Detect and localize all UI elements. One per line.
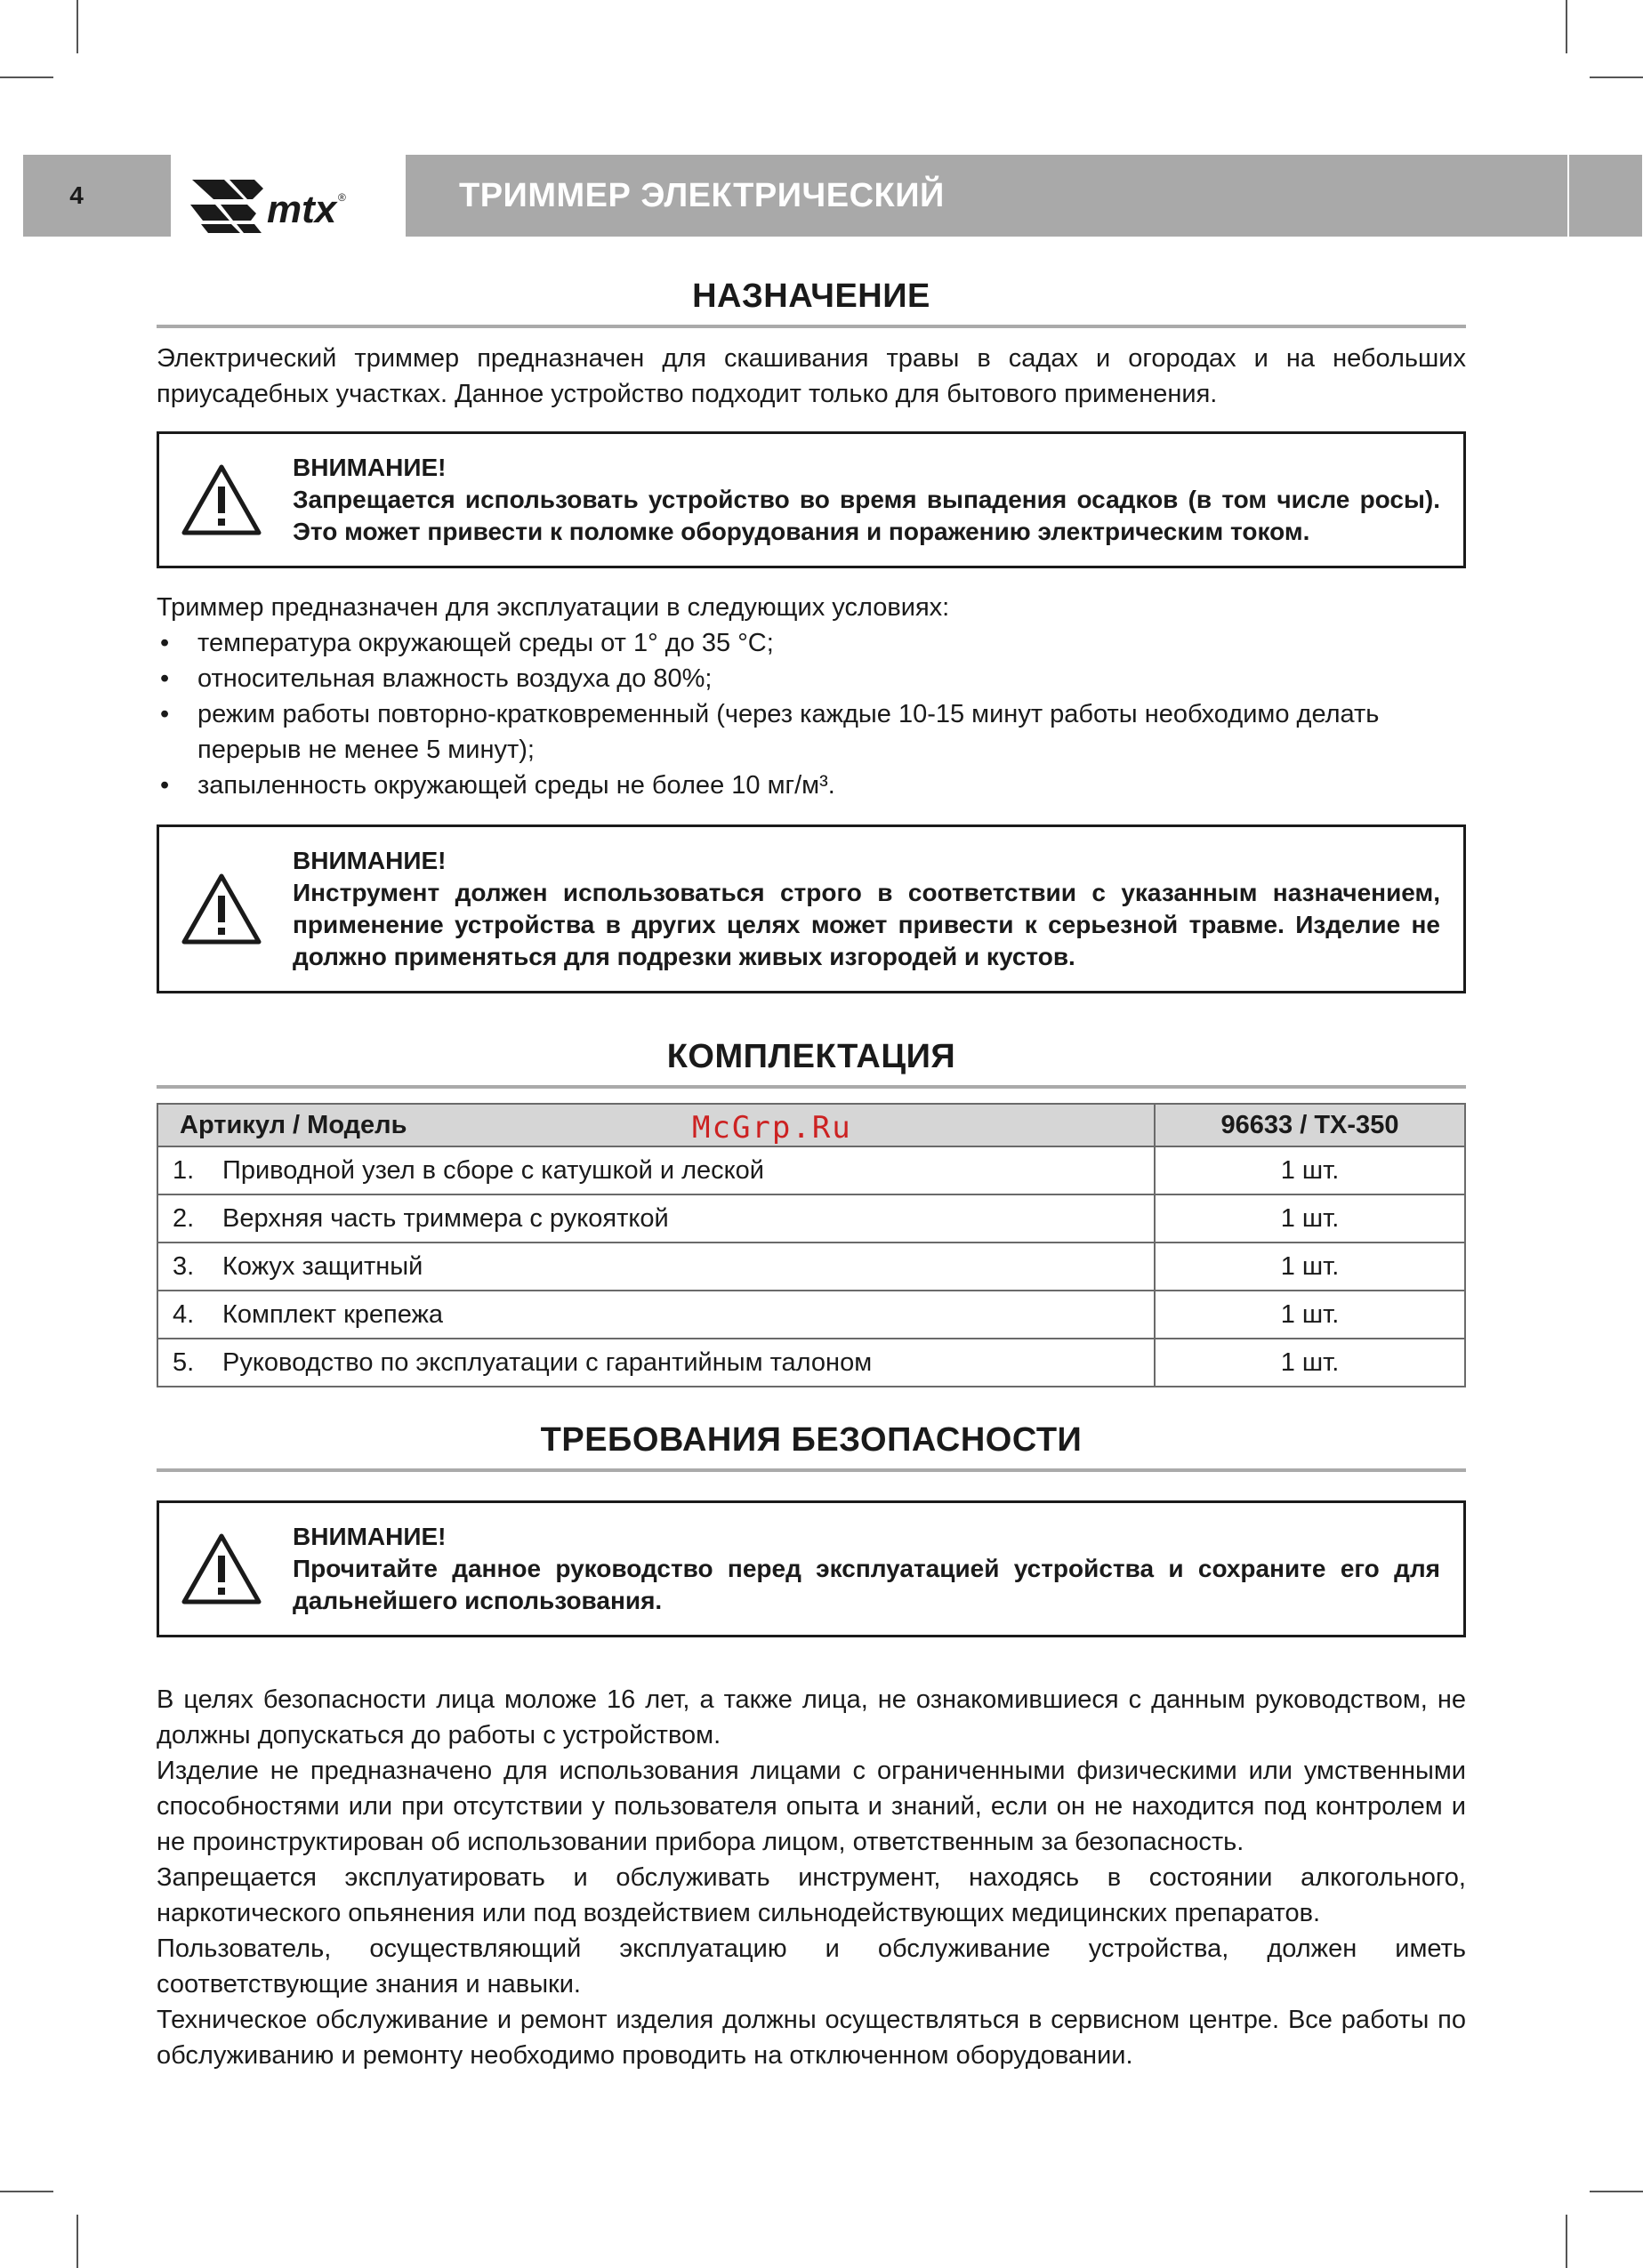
safety-paragraph: Изделие не предназначено для использования лицами с ограниченными физическими или умственными способностями или при отсутствии у пользователя опыта и знаний, если он не находится под контролем и не проинструктирован об использовании прибора лицом, ответственным за безопасность. bbox=[157, 1757, 1466, 1856]
section-heading-safety: ТРЕБОВАНИЯ БЕЗОПАСНОСТИ bbox=[157, 1421, 1466, 1472]
safety-paragraph: Пользователь, осуществляющий эксплуатацию и обслуживание устройства, должен иметь соответствующие знания и навыки. bbox=[157, 1934, 1466, 1999]
crop-mark bbox=[77, 0, 78, 53]
section-heading-purpose: НАЗНАЧЕНИЕ bbox=[157, 277, 1466, 328]
conditions-list bbox=[157, 625, 1466, 803]
conditions-intro: Триммер предназначен для эксплуатации в следующих условиях: bbox=[157, 593, 950, 622]
table-row bbox=[157, 1194, 1465, 1243]
safety-paragraph: Запрещается эксплуатировать и обслуживать инструмент, находясь в состоянии алкогольного, наркотического опьянения или под воздействием сильнодействующих медицинских препаратов. bbox=[157, 1863, 1466, 1927]
warning-text: Инструмент должен использоваться строго в соответствии с указанным назначением, применение устройства в других целях может привести к серьезной травме. Изделие не должно применяться для подрезки живых изгородей и кустов. bbox=[293, 879, 1440, 970]
list-item: • температура окружающей среды от 1° до 35 °С; bbox=[157, 625, 1466, 661]
safety-paragraph: В целях безопасности лица моложе 16 лет, а также лица, не ознакомившиеся с данным руководством, не должны допускаться до работы с устройством. bbox=[157, 1685, 1466, 1749]
warning-box bbox=[157, 824, 1466, 993]
column-header-model: 96633 / TX-350 bbox=[1155, 1104, 1465, 1146]
crop-mark bbox=[1590, 2191, 1643, 2192]
watermark: McGrp.Ru bbox=[692, 1110, 852, 1146]
crop-mark bbox=[1566, 0, 1567, 53]
warning-title: ВНИМАНИЕ! bbox=[293, 847, 447, 874]
purpose-intro: Электрический триммер предназначен для скашивания травы в садах и огородах и на небольших приусадебных участках. Данное устройство подходит только для бытового применения. bbox=[157, 344, 1466, 408]
warning-text: Прочитайте данное руководство перед эксплуатацией устройства и сохраните его для дальнейшего использования. bbox=[293, 1555, 1440, 1614]
crop-mark bbox=[77, 2215, 78, 2268]
table-row bbox=[157, 1146, 1465, 1194]
table-header-row bbox=[157, 1104, 1465, 1146]
row-item-name: Комплект крепежа bbox=[222, 1299, 444, 1329]
crop-mark bbox=[1590, 76, 1643, 78]
row-number: 1. bbox=[173, 1155, 195, 1185]
table-row bbox=[157, 1243, 1465, 1291]
row-quantity: 1 шт. bbox=[1155, 1339, 1465, 1387]
row-quantity: 1 шт. bbox=[1155, 1243, 1465, 1291]
warning-triangle-icon bbox=[181, 873, 262, 945]
mtx-logo bbox=[189, 169, 393, 240]
crop-mark bbox=[0, 76, 53, 78]
row-quantity: 1 шт. bbox=[1155, 1194, 1465, 1243]
list-item: • относительная влажность воздуха до 80%; bbox=[157, 661, 1466, 696]
table-row bbox=[157, 1291, 1465, 1339]
crop-mark bbox=[0, 2191, 53, 2192]
safety-paragraphs bbox=[157, 1682, 1466, 2073]
row-item-name: Приводной узел в сборе с катушкой и леской bbox=[222, 1155, 764, 1185]
warning-box bbox=[157, 431, 1466, 568]
svg-text:®: ® bbox=[338, 191, 346, 204]
table-row bbox=[157, 1339, 1465, 1387]
kit-table bbox=[157, 1103, 1466, 1387]
safety-paragraph: Техническое обслуживание и ремонт изделия должны осуществляться в сервисном центре. Все работы по обслуживанию и ремонту необходимо проводить на отключенном оборудовании. bbox=[157, 2006, 1466, 2070]
column-header-label: Артикул / Модель bbox=[180, 1110, 407, 1139]
warning-triangle-icon bbox=[181, 463, 262, 536]
row-number: 2. bbox=[173, 1203, 195, 1233]
row-quantity: 1 шт. bbox=[1155, 1146, 1465, 1194]
row-item-name: Кожух защитный bbox=[222, 1251, 423, 1281]
row-item-name: Верхняя часть триммера с рукояткой bbox=[222, 1203, 669, 1233]
row-quantity: 1 шт. bbox=[1155, 1291, 1465, 1339]
list-item: • режим работы повторно-кратковременный (через каждые 10-15 минут работы необходимо делать перерыв не менее 5 минут); bbox=[157, 696, 1466, 768]
warning-text: Запрещается использовать устройство во время выпадения осадков (в том числе росы). Это может привести к поломке оборудования и поражению электрическим током. bbox=[293, 486, 1440, 545]
warning-triangle-icon bbox=[181, 1532, 262, 1605]
warning-title: ВНИМАНИЕ! bbox=[293, 454, 447, 481]
document-title: ТРИММЕР ЭЛЕКТРИЧЕСКИЙ bbox=[459, 176, 945, 214]
row-number: 3. bbox=[173, 1251, 195, 1281]
row-item-name: Руководство по эксплуатации с гарантийным талоном bbox=[222, 1347, 873, 1377]
crop-mark bbox=[1566, 2215, 1567, 2268]
header-divider bbox=[1567, 155, 1569, 237]
list-item: • запыленность окружающей среды не более 10 мг/м³. bbox=[157, 768, 1466, 803]
page-number: 4 bbox=[69, 181, 84, 209]
warning-box bbox=[157, 1500, 1466, 1637]
section-heading-kit: КОМПЛЕКТАЦИЯ bbox=[157, 1038, 1466, 1089]
row-number: 5. bbox=[173, 1347, 195, 1377]
page-content bbox=[157, 267, 1466, 2073]
warning-title: ВНИМАНИЕ! bbox=[293, 1523, 447, 1550]
column-header-article bbox=[157, 1104, 1155, 1146]
svg-text:mtx: mtx bbox=[267, 188, 337, 231]
row-number: 4. bbox=[173, 1299, 195, 1329]
